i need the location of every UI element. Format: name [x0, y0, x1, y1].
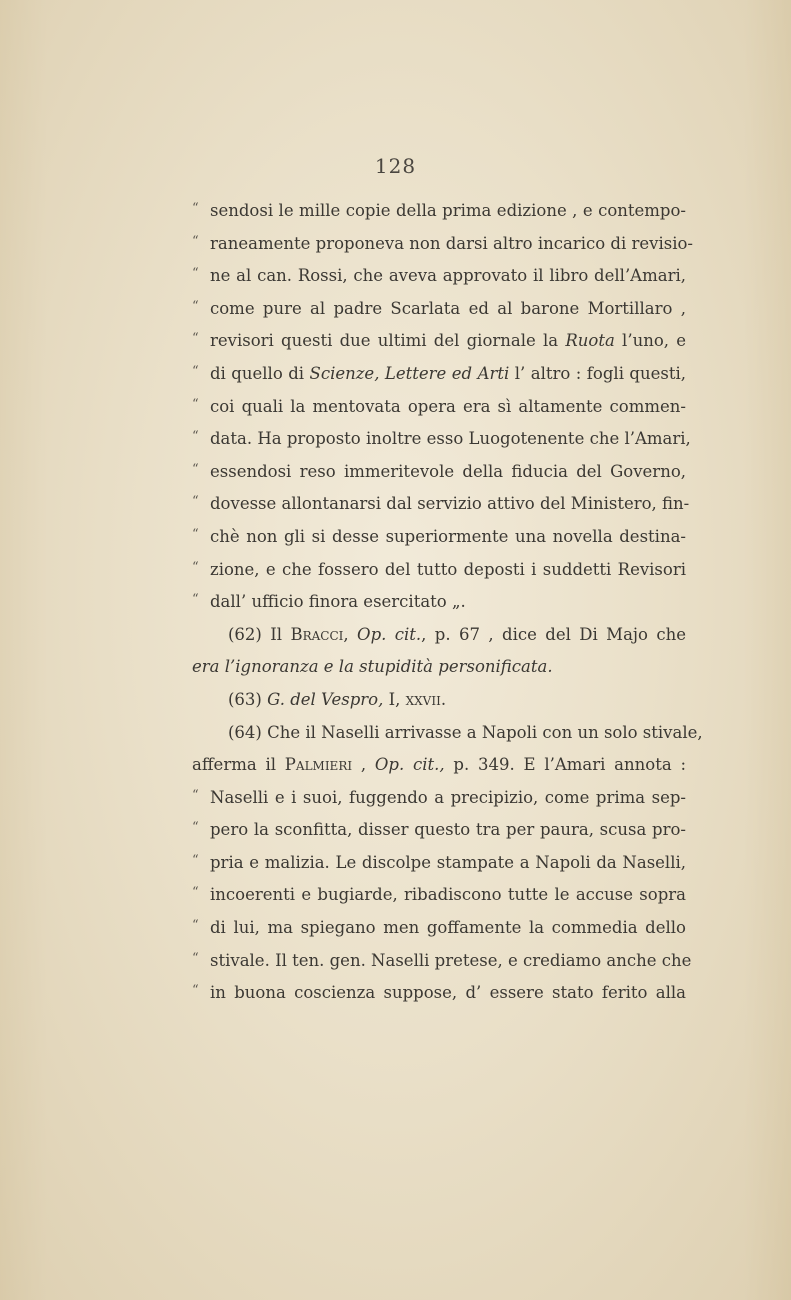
text-line [192, 554, 686, 587]
text-line-content: “ pria e malizia. Le discolpe stampate a Napoli da Naselli, [210, 852, 686, 872]
text-fragment: (63) [228, 689, 268, 709]
text-line-content: “ incoerenti e bugiarde, ribadiscono tutte le accuse sopra [210, 885, 686, 905]
text-line [192, 488, 690, 521]
text-line [192, 325, 686, 358]
text-fragment: Op. cit., [374, 755, 445, 775]
text-fragment: l’ altro : fogli questi, [509, 363, 687, 383]
text-line-content [192, 749, 686, 782]
text-line [192, 293, 686, 326]
text-line-content: “ dovesse allontanarsi dal servizio attivo del Ministero, fin- [210, 494, 690, 514]
text-fragment: l’uno, e [614, 331, 686, 351]
text-line [192, 782, 686, 815]
text-line-content [210, 358, 686, 391]
text-fragment: p. 349. E l’Amari annota : [444, 755, 686, 775]
text-line [192, 195, 686, 228]
text-line [192, 912, 686, 945]
text-fragment: xxvii [405, 689, 441, 709]
text-line-content [228, 619, 686, 652]
text-line-content: “ stivale. Il ten. gen. Naselli pretese, e crediamo anche che [210, 950, 692, 970]
text-fragment: di quello di [210, 363, 310, 383]
text-line-content: “ chè non gli si desse superiormente una novella destina- [210, 526, 686, 546]
page-number: 128 [374, 154, 417, 178]
text-line-content [192, 651, 686, 684]
text-line-content [210, 325, 686, 358]
text-line [192, 358, 686, 391]
text-line [192, 717, 703, 750]
text-line [192, 391, 686, 424]
text-line [192, 619, 686, 652]
text-line [192, 423, 691, 456]
text-fragment: G. del Vespro, [267, 689, 384, 709]
text-fragment: Scienze, Lettere ed Arti [309, 363, 510, 383]
text-fragment: I, [383, 689, 406, 709]
text-line [192, 879, 686, 912]
text-fragment: Op. cit. [357, 624, 422, 644]
text-line [192, 749, 686, 782]
text-line [192, 228, 693, 261]
text-line [192, 651, 686, 684]
text-line-content: “ di lui, ma spiegano men goffamente la commedia dello [210, 918, 686, 938]
text-line-content: “ data. Ha proposto inoltre esso Luogotenente che l’Amari, [210, 429, 691, 449]
text-line-content: “ Naselli e i suoi, fuggendo a precipizio, come prima sep- [210, 787, 686, 807]
text-line [192, 977, 686, 1010]
text-fragment: afferma il [192, 755, 285, 775]
text-fragment: Ruota [565, 331, 615, 351]
text-line-content: “ pero la sconfitta, disser questo tra per paura, scusa pro- [210, 820, 686, 840]
text-fragment: Palmieri [284, 755, 353, 775]
text-line-content: “ dall’ ufficio finora esercitato „. [210, 592, 466, 612]
text-line [192, 456, 686, 489]
text-line-content: “ essendosi reso immeritevole della fiducia del Governo, [210, 461, 686, 481]
text-line [192, 260, 686, 293]
text-line [192, 586, 686, 619]
text-fragment: era l’ignoranza e la stupidità personificata. [192, 657, 553, 677]
text-fragment: , [343, 624, 358, 644]
text-line-content: “ in buona coscienza suppose, d’ essere stato ferito alla [210, 983, 686, 1003]
text-line-content: “ zione, e che fossero del tutto deposti i suddetti Revisori [210, 559, 686, 579]
text-fragment: , [352, 755, 375, 775]
text-line [192, 684, 686, 717]
text-fragment: , p. 67 , dice del Di Majo che [421, 624, 686, 644]
text-line [192, 945, 692, 978]
text-fragment: revisori questi due ultimi del giornale la [210, 331, 566, 351]
text-line-content [228, 684, 686, 717]
text-line-content: “ raneamente proponeva non darsi altro incarico di revisio- [210, 233, 693, 253]
text-line-content: “ ne al can. Rossi, che aveva approvato il libro dell’Amari, [210, 266, 686, 286]
text-line [192, 521, 686, 554]
text-fragment: . [440, 689, 447, 709]
text-fragment: Bracci [290, 624, 344, 644]
text-line-content: (64) Che il Naselli arrivasse a Napoli con un solo stivale, [228, 722, 703, 742]
text-line [192, 814, 686, 847]
text-line-content: “ coi quali la mentovata opera era sì altamente commen- [210, 396, 686, 416]
text-line-content: “ come pure al padre Scarlata ed al barone Mortillaro , [210, 298, 686, 318]
text-line-content: “ sendosi le mille copie della prima edizione , e contempo- [210, 201, 686, 220]
text-line [192, 847, 686, 880]
text-fragment: (62) Il [228, 624, 291, 644]
body-text [192, 195, 703, 1010]
